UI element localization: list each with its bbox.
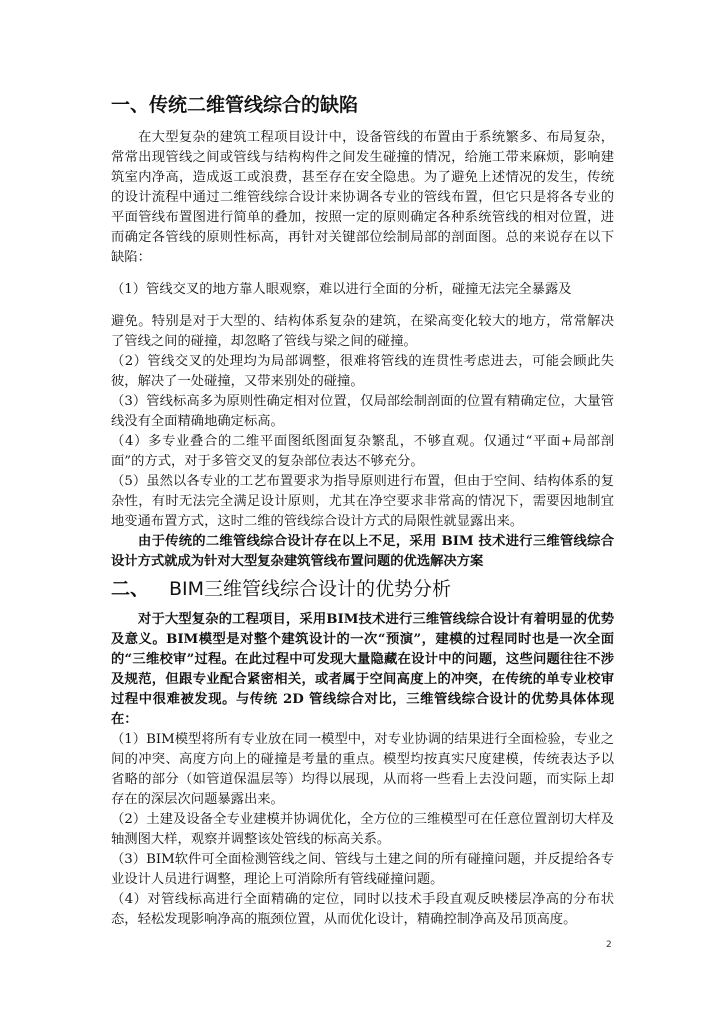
section2-heading-number: 二、 xyxy=(111,578,150,600)
section2-item-3: （3）BIM软件可全面检测管线之间、管线与土建之间的所有碰撞问题，并反提给各专业设计人员进行调整，理论上可消除所有管线碰撞问题。 xyxy=(111,852,614,887)
section1-intro: 在大型复杂的建筑工程项目设计中，设备管线的布置由于系统繁多、布局复杂，常常出现管线之间或管线与结构构件之间发生碰撞的情况，给施工带来麻烦，影响建筑室内净高，造成返工或浪费，甚至存在安全隐患。为了避免上述情况的发生，传统的设计流程中通过二维管线综合设计来协调各专业的管线布置，但它只是将各专业的平面管线布置图进行简单的叠加，按照一定的原则确定各种系统管线的相对位置，进而确定各管线的原则性标高，再针对关键部位绘制局部的剖面图。总的来说存在以下缺陷： xyxy=(111,130,614,265)
section1-item-3: （3）管线标高多为原则性确定相对位置，仅局部绘制剖面的位置有精确定位，大量管线没有全面精确地确定标高。 xyxy=(111,394,614,429)
section1-item-1-rest: 避免。特别是对于大型的、结构体系复杂的建筑，在梁高变化较大的地方，常常解决了管线之间的碰撞，却忽略了管线与梁之间的碰撞。 xyxy=(111,314,614,349)
section1-item-4: （4）多专业叠合的二维平面图纸图面复杂繁乱，不够直观。仅通过“平面+局部剖面”的方式，对于多管交叉的复杂部位表达不够充分。 xyxy=(111,434,614,469)
section2-item-4: （4）对管线标高进行全面精确的定位，同时以技术手段直观反映楼层净高的分布状态，轻松发现影响净高的瓶颈位置，从而优化设计，精确控制净高及吊顶高度。 xyxy=(111,892,614,927)
section2-heading-text: BIM三维管线综合设计的优势分析 xyxy=(169,578,452,600)
section1-item-1 xyxy=(111,280,614,352)
section1-conclusion: 由于传统的二维管线综合设计存在以上不足，采用 BIM 技术进行三维管线综合设计方式就成为针对大型复杂建筑管线布置问题的优选解决方案 xyxy=(111,534,614,569)
section2-intro: 对于大型复杂的工程项目，采用BIM技术进行三维管线综合设计有着明显的优势及意义。BIM模型是对整个建筑设计的一次“预演”，建模的过程同时也是一次全面的“三维校审”过程。在此过程中可发现大量隐藏在设计中的问题，这些问题往往不涉及规范，但跟专业配合紧密相关，或者属于空间高度上的冲突，在传统的单专业校审过程中很难被发现。与传统 2D 管线综合对比，三维管线综合设计的优势具体体现在： xyxy=(111,612,614,727)
section2-item-2: （2）土建及设备全专业建模并协调优化，全方位的三维模型可在任意位置剖切大样及轴测图大样，观察并调整该处管线的标高关系。 xyxy=(111,812,614,847)
page-number: 2 xyxy=(606,940,612,950)
section1-heading: 一、传统二维管线综合的缺陷 xyxy=(111,94,359,116)
section1-item-5: （5）虽然以各专业的工艺布置要求为指导原则进行布置，但由于空间、结构体系的复杂性，有时无法完全满足设计原则，尤其在净空要求非常高的情况下，需要因地制宜地变通布置方式，这时二维的管线综合设计方式的局限性就显露出来。 xyxy=(111,474,614,529)
section1-item-2: （2）管线交叉的处理均为局部调整，很难将管线的连贯性考虑进去，可能会顾此失彼，解决了一处碰撞，又带来别处的碰撞。 xyxy=(111,354,614,389)
section1-item-1-line1: （1）管线交叉的地方靠人眼观察，难以进行全面的分析，碰撞无法完全暴露及 xyxy=(111,282,572,297)
page-content xyxy=(111,92,614,930)
section2-item-1: （1）BIM模型将所有专业放在同一模型中，对专业协调的结果进行全面检验，专业之间的冲突、高度方向上的碰撞是考量的重点。模型均按真实尺度建模，传统表达予以省略的部分（如管道保温层等）均得以展现，从而将一些看上去没问题，而实际上却存在的深层次问题暴露出来。 xyxy=(111,732,614,807)
section2-heading xyxy=(111,576,614,602)
